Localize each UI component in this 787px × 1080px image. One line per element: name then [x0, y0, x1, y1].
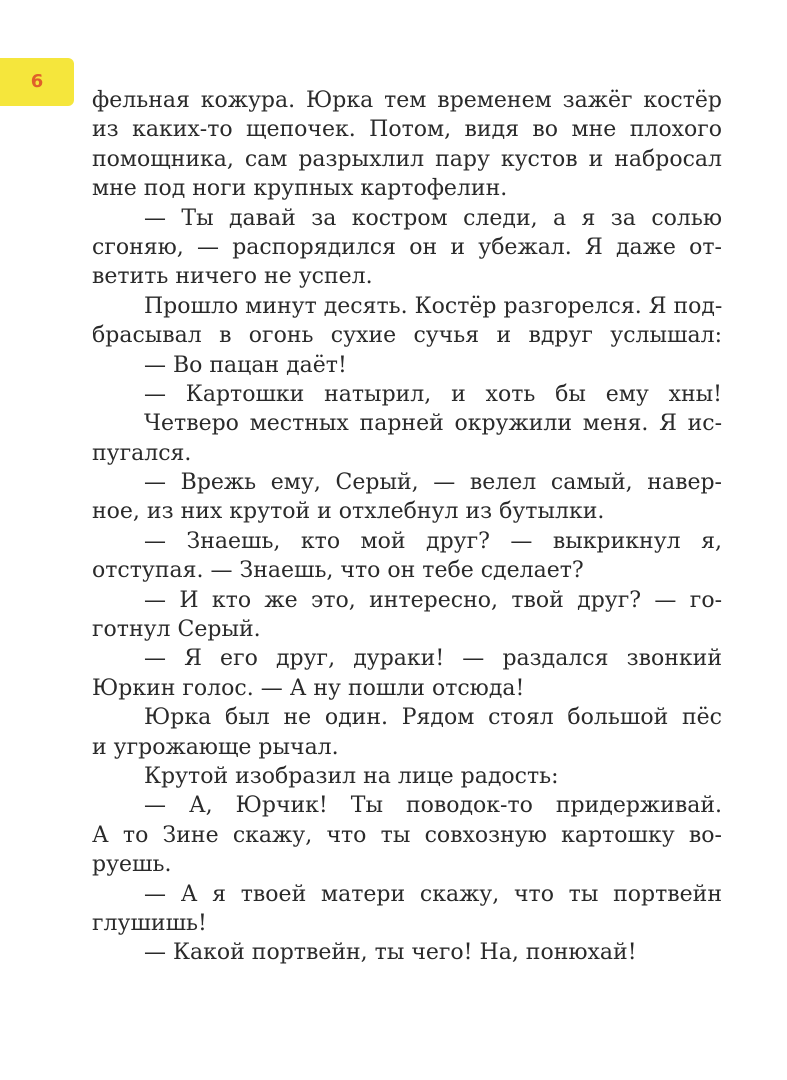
- text-line: сгоняю, — распорядился он и убежал. Я даже от-: [92, 234, 722, 260]
- text-line: готнул Серый.: [92, 617, 261, 643]
- story-text: [92, 86, 722, 968]
- text-line: отступая. — Знаешь, что он тебе сделает?: [92, 558, 584, 584]
- text-line: из каких-то щепочек. Потом, видя во мне плохого: [92, 117, 722, 143]
- text-line: — А, Юрчик! Ты поводок-то придерживай.: [144, 793, 722, 819]
- text-line: — Я его друг, дураки! — раздался звонкий: [144, 646, 722, 672]
- text-line: руешь.: [92, 852, 172, 878]
- text-line: ветить ничего не успел.: [92, 264, 373, 290]
- text-line: и угрожающе рычал.: [92, 734, 339, 760]
- text-line: Четверо местных парней окружили меня. Я ис-: [144, 411, 722, 437]
- text-line: — Какой портвейн, ты чего! На, понюхай!: [144, 940, 637, 966]
- text-line: глушишь!: [92, 910, 207, 936]
- text-line: — Ты давай за костром следи, а я за солью: [144, 205, 722, 231]
- text-line: — Врежь ему, Серый, — велел самый, навер-: [144, 470, 722, 496]
- text-line: — И кто же это, интересно, твой друг? — го-: [144, 587, 722, 613]
- text-line: Прошло минут десять. Костёр разгорелся. Я под-: [144, 293, 723, 319]
- text-line: Крутой изобразил на лице радость:: [144, 763, 559, 789]
- text-line: — А я твоей матери скажу, что ты портвейн: [144, 881, 722, 907]
- text-line: Юркин голос. — А ну пошли отсюда!: [92, 675, 525, 701]
- text-line: А то Зине скажу, что ты совхозную картошку во-: [92, 822, 722, 848]
- text-line: — Картошки натырил, и хоть бы ему хны!: [144, 381, 722, 407]
- text-line: — Знаешь, кто мой друг? — выкрикнул я,: [144, 528, 722, 554]
- text-line: помощника, сам разрыхлил пару кустов и набросал: [92, 146, 722, 172]
- text-line: пугался.: [92, 440, 192, 466]
- text-line: Юрка был не один. Рядом стоял большой пёс: [144, 705, 722, 731]
- text-line: — Во пацан даёт!: [144, 352, 347, 378]
- page-number: 6: [30, 71, 44, 92]
- text-line: фельная кожура. Юрка тем временем зажёг костёр: [92, 88, 722, 113]
- text-line: брасывал в огонь сухие сучья и вдруг услышал:: [92, 323, 722, 349]
- text-line: ное, из них крутой и отхлебнул из бутылки.: [92, 499, 605, 525]
- text-line: мне под ноги крупных картофелин.: [92, 176, 508, 202]
